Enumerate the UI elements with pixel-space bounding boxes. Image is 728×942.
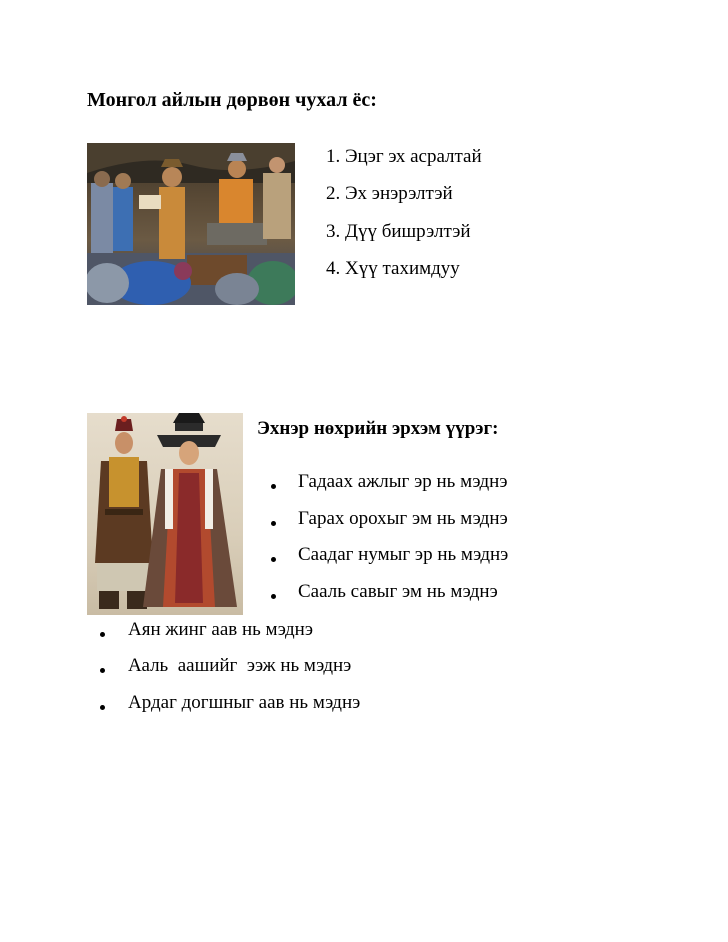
traditional-costumes-image [87,413,243,615]
bullet-icon [271,521,276,526]
bullet-icon [100,668,105,673]
bullet-icon [100,705,105,710]
list-item: 2. Эх энэрэлтэй [326,183,453,204]
list-item: Аян жинг аав нь мэднэ [128,619,313,640]
list-item: Гарах орохыг эм нь мэднэ [298,508,508,529]
list-item: Ааль аашийг ээж нь мэднэ [128,655,352,676]
list-item: Гадаах ажлыг эр нь мэднэ [298,471,508,492]
list-item: Ардаг догшныг аав нь мэднэ [128,692,361,713]
bullet-icon [271,557,276,562]
historical-court-scene-image [87,143,295,305]
bullet-icon [100,632,105,637]
section-2-title: Эхнэр нөхрийн эрхэм үүрэг: [257,418,499,439]
court-scene-illustration [87,143,295,305]
list-item: 1. Эцэг эх асралтай [326,146,482,167]
bullet-icon [271,484,276,489]
list-item: 3. Дүү бишрэлтэй [326,221,471,242]
list-item: Саадаг нумыг эр нь мэднэ [298,544,509,565]
costumes-illustration [87,413,243,615]
section-1-title: Монгол айлын дөрвөн чухал ёс: [87,89,377,111]
bullet-icon [271,594,276,599]
list-item: Сааль савыг эм нь мэднэ [298,581,498,602]
list-item: 4. Хүү тахимдуу [326,258,460,279]
